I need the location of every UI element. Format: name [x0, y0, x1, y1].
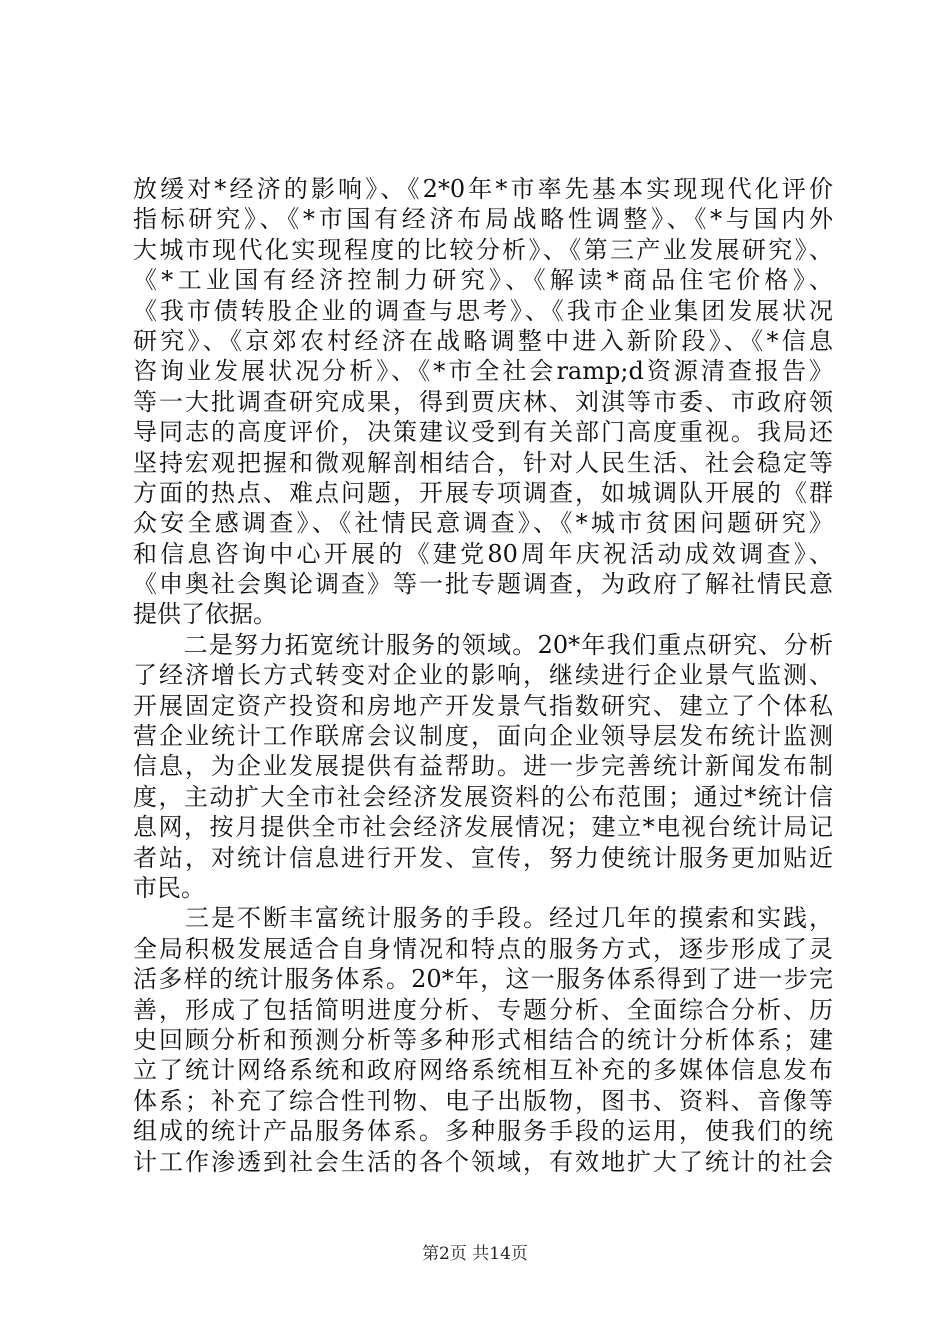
text-line: 二是努力拓宽统计服务的领域。20*年我们重点研究、分析 [133, 630, 833, 659]
text-line: 放缓对*经济的影响》、《2*0年*市率先基本实现现代化评价 [133, 175, 833, 203]
text-line: 组成的统计产品服务体系。多种服务手段的运用，使我们的统 [133, 1117, 833, 1146]
text-line: 度，主动扩大全市社会经济发展资料的公布范围；通过*统计信 [133, 782, 833, 811]
text-line: 活多样的统计服务体系。20*年，这一服务体系得到了进一步完 [133, 965, 833, 994]
text-line: 全局积极发展适合自身情况和特点的服务方式，逐步形成了灵 [133, 934, 833, 963]
text-line: 者站，对统计信息进行开发、宣传，努力使统计服务更加贴近 [133, 843, 833, 872]
text-line: 等一大批调查研究成果，得到贾庆林、刘淇等市委、市政府领 [133, 387, 833, 416]
text-line: 众安全感调查》、《社情民意调查》、《*城市贫困问题研究》 [133, 509, 833, 538]
text-line: 方面的热点、难点问题，开展专项调查，如城调队开展的《群 [133, 478, 833, 507]
page-footer [0, 1244, 950, 1264]
text-line: 研究》、《京郊农村经济在战略调整中进入新阶段》、《*信息 [133, 326, 833, 355]
text-line: 立了统计网络系统和政府网络系统相互补充的多媒体信息发布 [133, 1056, 833, 1085]
text-line: 体系；补充了综合性刊物、电子出版物，图书、资料、音像等 [133, 1086, 833, 1115]
text-line: 营企业统计工作联席会议制度，面向企业领导层发布统计监测 [133, 722, 833, 751]
text-line: 坚持宏观把握和微观解剖相结合，针对人民生活、社会稳定等 [133, 448, 833, 477]
text-line: 大城市现代化实现程度的比较分析》、《第三产业发展研究》、 [133, 235, 833, 264]
text-line: 《*工业国有经济控制力研究》、《解读*商品住宅价格》、 [133, 266, 833, 295]
body-text [133, 174, 833, 1177]
text-line: 三是不断丰富统计服务的手段。经过几年的摸索和实践， [133, 904, 833, 933]
text-line: 《我市债转股企业的调查与思考》、《我市企业集团发展状况 [133, 296, 833, 325]
page-number-label: 第2页 共14页 [422, 1244, 528, 1264]
text-line: 提供了依据。 [133, 600, 277, 629]
text-line: 息网，按月提供全市社会经济发展情况；建立*电视台统计局记 [133, 813, 833, 842]
text-line: 信息，为企业发展提供有益帮助。进一步完善统计新闻发布制 [133, 752, 833, 781]
text-line: 开展固定资产投资和房地产开发景气指数研究、建立了个体私 [133, 691, 833, 720]
text-line: 市民。 [133, 873, 205, 902]
text-line: 咨询业发展状况分析》、《*市全社会ramp;d资源清查报告》 [133, 357, 833, 386]
text-line: 《申奥社会舆论调查》等一批专题调查，为政府了解社情民意 [133, 570, 833, 599]
text-line: 史回顾分析和预测分析等多种形式相结合的统计分析体系；建 [133, 1025, 833, 1054]
text-line: 导同志的高度评价，决策建议受到有关部门高度重视。我局还 [133, 418, 833, 447]
text-line: 和信息咨询中心开展的《建党80周年庆祝活动成效调查》、 [133, 539, 833, 568]
text-line: 指标研究》、《*市国有经济布局战略性调整》、《*与国内外 [133, 205, 833, 234]
text-line: 了经济增长方式转变对企业的影响，继续进行企业景气监测、 [133, 661, 833, 690]
text-line: 善，形成了包括简明进度分析、专题分析、全面综合分析、历 [133, 995, 833, 1024]
text-line: 计工作渗透到社会生活的各个领域，有效地扩大了统计的社会 [133, 1147, 833, 1176]
